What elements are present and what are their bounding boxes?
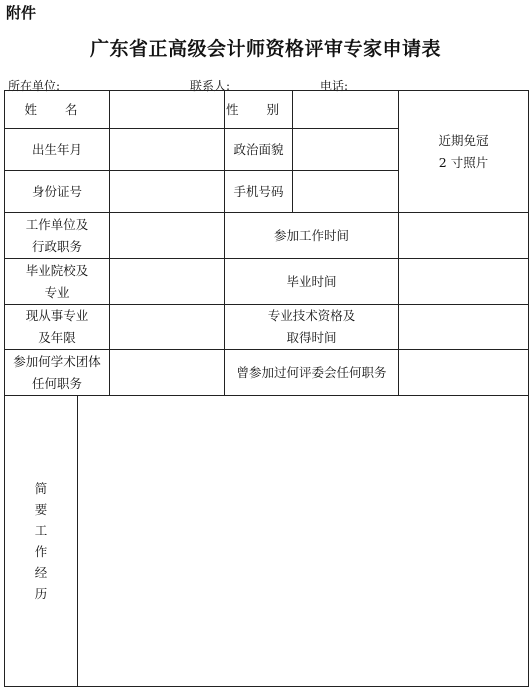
society-label: 参加何学术团体 任何职务 <box>5 350 110 396</box>
form-title: 广东省正高级会计师资格评审专家申请表 <box>89 38 441 60</box>
political-field[interactable] <box>293 129 399 171</box>
society-field[interactable] <box>110 350 225 396</box>
photo-line-1: 近期免冠 <box>438 132 489 148</box>
name-field[interactable] <box>110 91 225 129</box>
work-start-field[interactable] <box>399 213 529 259</box>
political-label: 政治面貌 <box>225 129 293 171</box>
birth-field[interactable] <box>110 129 225 171</box>
contact-label: 联系人: <box>190 79 231 93</box>
birth-label: 出生年月 <box>5 129 110 171</box>
attachment-label: 附件 <box>6 4 37 22</box>
photo-box[interactable] <box>399 91 529 213</box>
form-row-resume <box>5 396 529 687</box>
workunit-label: 工作单位及 行政职务 <box>5 213 110 259</box>
resume-field[interactable] <box>78 396 529 687</box>
school-field[interactable] <box>110 259 225 305</box>
committee-label: 曾参加过何评委会任何职务 <box>225 350 399 396</box>
gender-field[interactable] <box>293 91 399 129</box>
name-label: 姓 名 <box>5 91 110 129</box>
photo-line-2: 2 寸照片 <box>438 154 489 170</box>
mobile-field[interactable] <box>293 171 399 213</box>
qualification-field[interactable] <box>399 305 529 350</box>
current-specialty-field[interactable] <box>110 305 225 350</box>
application-form-table <box>4 90 529 687</box>
form-row-current <box>5 305 529 350</box>
committee-field[interactable] <box>399 350 529 396</box>
workunit-field[interactable] <box>110 213 225 259</box>
id-label: 身份证号 <box>5 171 110 213</box>
work-start-label: 参加工作时间 <box>225 213 399 259</box>
unit-label: 所在单位: <box>8 79 61 93</box>
qualification-label: 专业技术资格及 取得时间 <box>225 305 399 350</box>
phone-label: 电话: <box>320 79 349 93</box>
form-row-workunit <box>5 213 529 259</box>
resume-label: 简要工作经历 <box>5 396 78 687</box>
mobile-label: 手机号码 <box>225 171 293 213</box>
gender-label: 性 别 <box>225 91 293 129</box>
grad-time-field[interactable] <box>399 259 529 305</box>
school-label: 毕业院校及 专业 <box>5 259 110 305</box>
id-field[interactable] <box>110 171 225 213</box>
grad-time-label: 毕业时间 <box>225 259 399 305</box>
form-row-society <box>5 350 529 396</box>
current-specialty-label: 现从事专业 及年限 <box>5 305 110 350</box>
form-row-name <box>5 91 529 129</box>
form-row-school <box>5 259 529 305</box>
